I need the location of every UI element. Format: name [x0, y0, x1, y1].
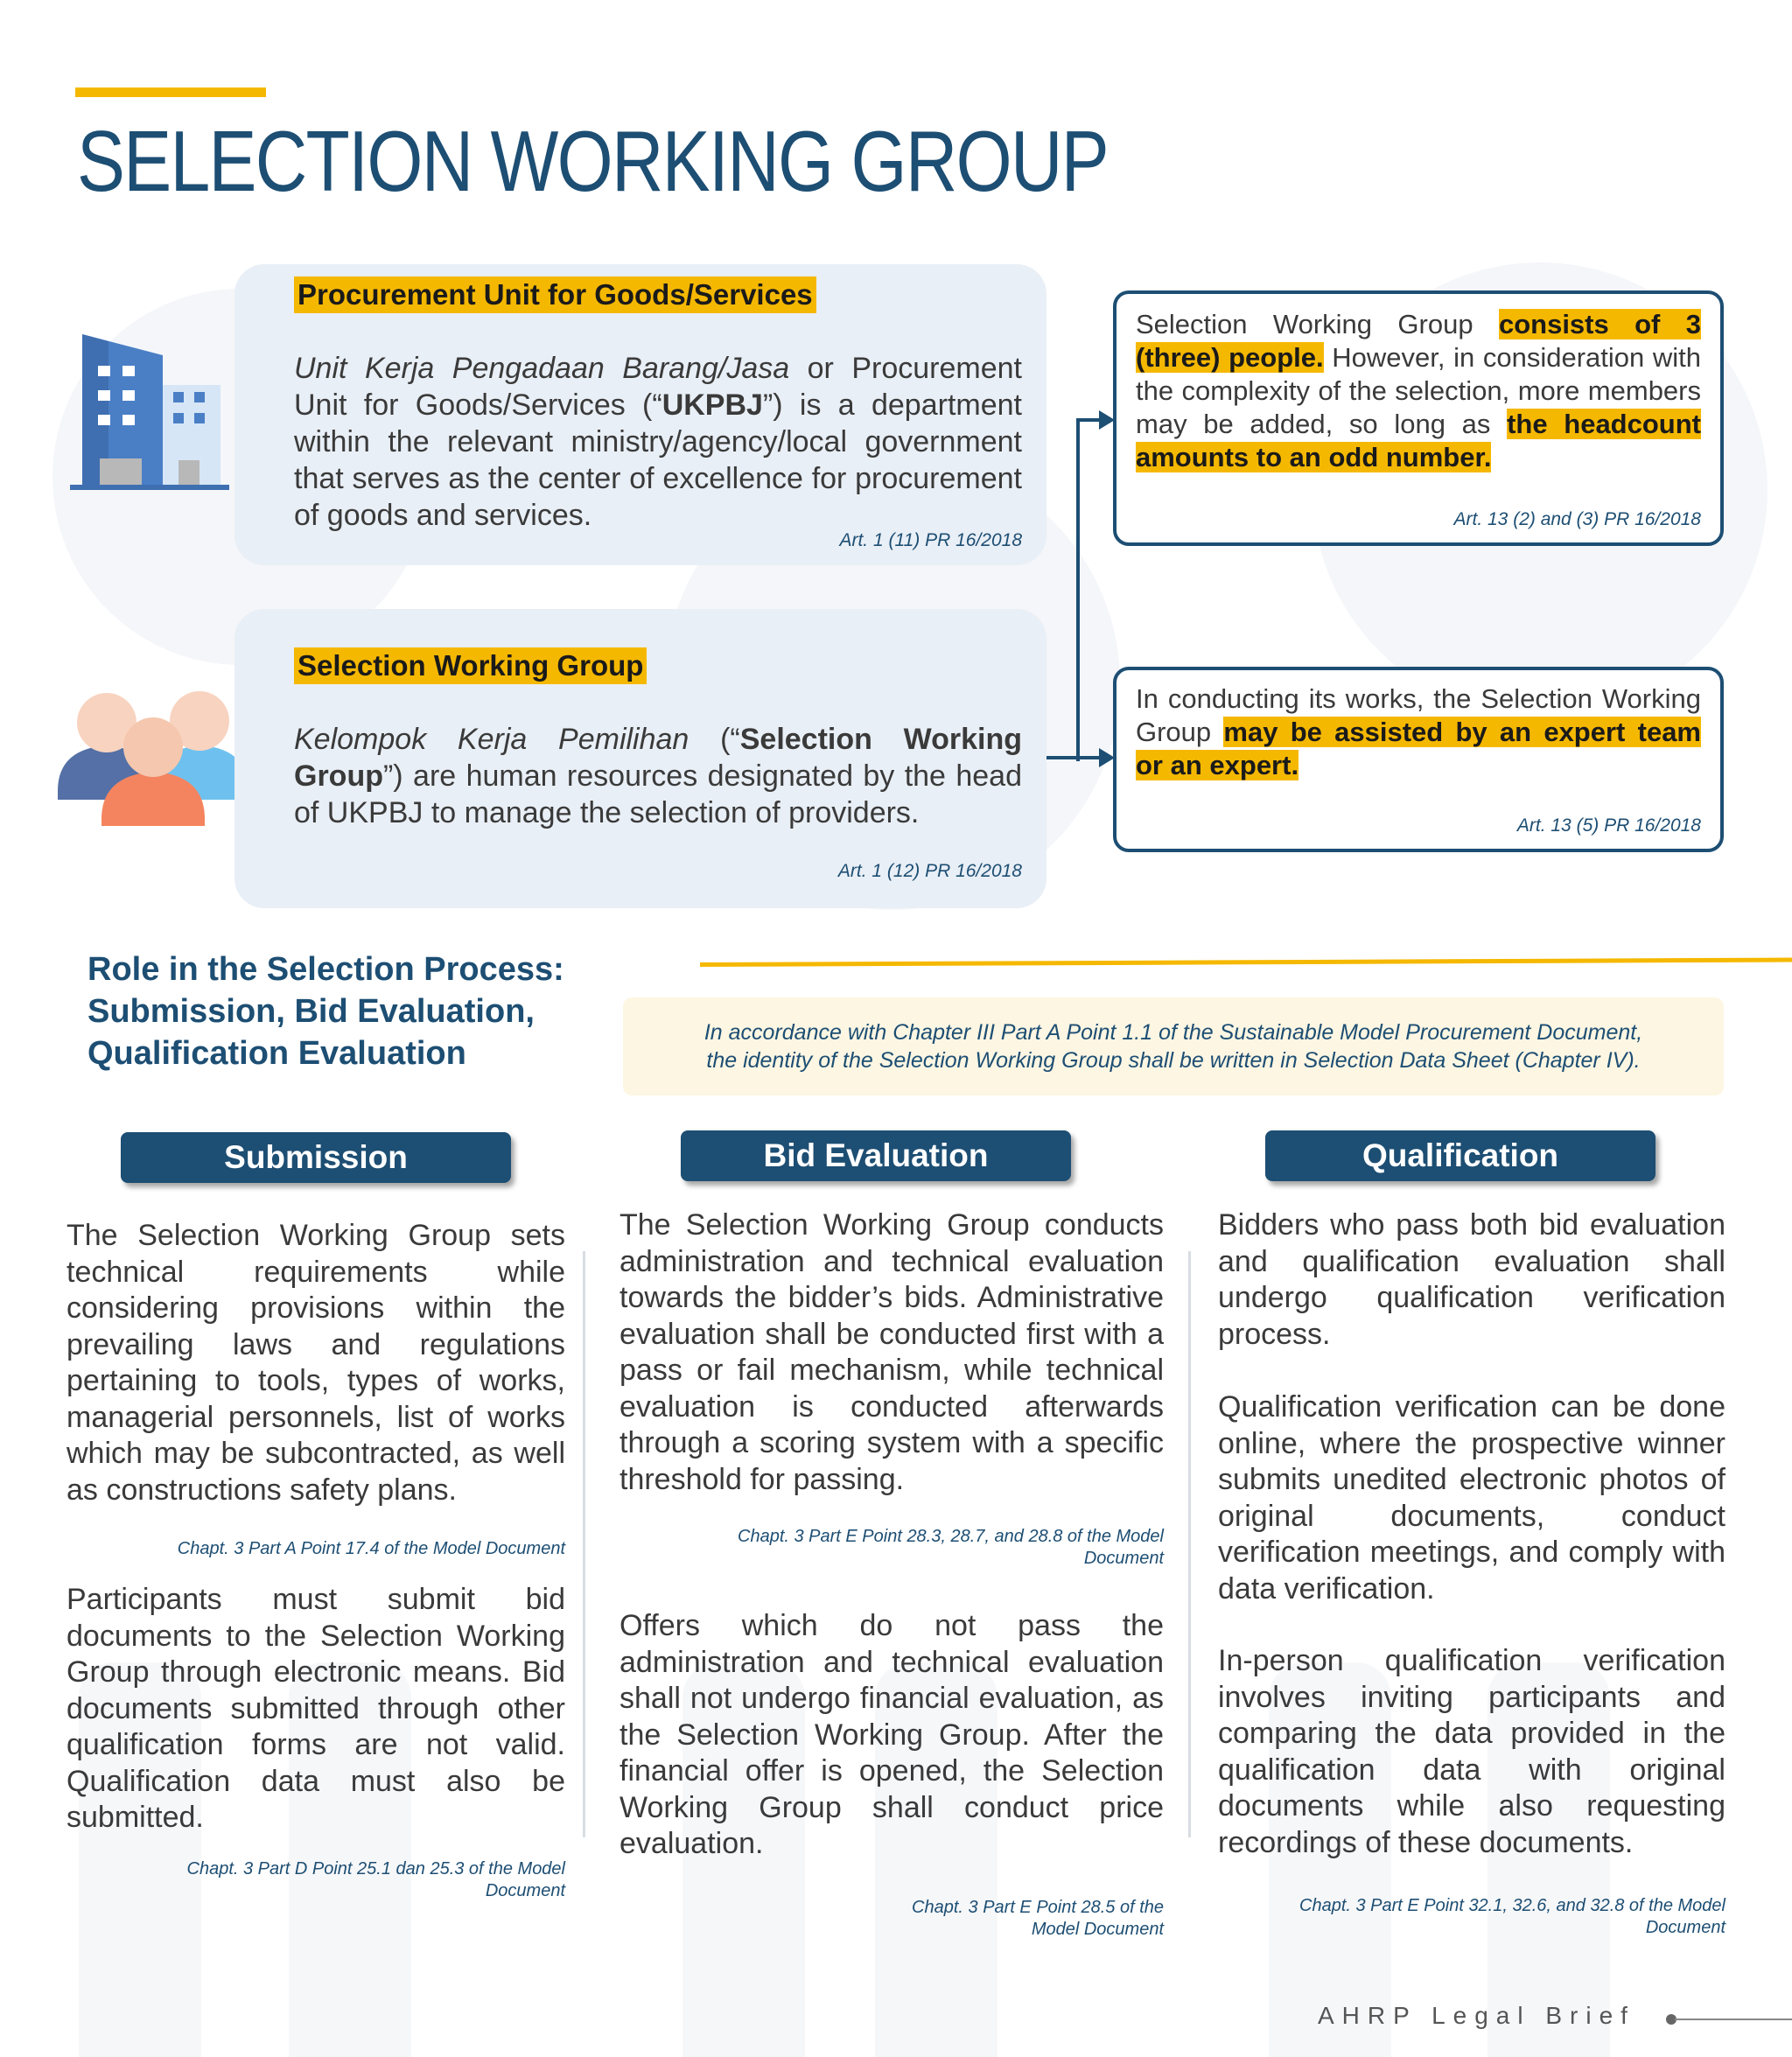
page-title: SELECTION WORKING GROUP	[77, 113, 1108, 209]
definition-citation: Art. 1 (12) PR 16/2018	[837, 861, 1022, 881]
definition-heading: Selection Working Group	[294, 647, 647, 684]
column-paragraph: Qualification verification can be done online, where the prospective winner submits unedited electronic photos of original documents, conduct verification meetings, and comply with data verification.	[1218, 1390, 1726, 1606]
definition-heading: Procurement Unit for Goods/Services	[294, 276, 816, 313]
rule-text: Selection Working Group consists of 3 (three) people. However, in consideration with the complexity of the selection, more members may be added, so long as the headcount amounts to an odd number.	[1136, 309, 1702, 472]
column-paragraph: Offers which do not pass the administration and technical evaluation shall not undergo financial evaluation, as the Selection Working Group. After the financial offer is opened, the Selection Working Group shall conduct price evaluation.	[620, 1609, 1164, 1860]
footer-brand: AHRP Legal Brief	[1318, 2002, 1635, 2029]
column-citation: Chapt. 3 Part E Point 28.3, 28.7, and 28.8 of the Model Document	[738, 1527, 1164, 1568]
column-paragraph: The Selection Working Group sets technical requirements while considering provisions within the prevailing laws and regulations pertaining to tools, types of works, managerial personnels, list of works which may be subcontracted, as well as constructions safety plans.	[66, 1219, 565, 1507]
column-paragraph: Participants must submit bid documents to the Selection Working Group through electronic means. Bid documents submitted through other qualification forms are not valid. Qualification data must also be submitted.	[66, 1583, 565, 1834]
column-divider	[1188, 1251, 1191, 1837]
column-citation: Chapt. 3 Part A Point 17.4 of the Model Document	[177, 1539, 565, 1558]
column-citation: Chapt. 3 Part E Point 28.5 of the Model Document	[912, 1898, 1164, 1939]
definition-body: Kelompok Kerja Pemilihan (“Selection Working Group”) are human resources designated by the head of UKPBJ to manage the selection of providers.	[294, 723, 1022, 829]
building-icon	[66, 329, 233, 493]
section-accent-line	[700, 958, 1792, 967]
section-title: Role in the Selection Process: Submission, Bid Evaluation, Qualification Evaluation	[88, 951, 564, 1072]
connector-line	[1076, 418, 1080, 761]
column-header-bid-evaluation: Bid Evaluation	[681, 1130, 1071, 1181]
definition-citation: Art. 1 (11) PR 16/2018	[839, 530, 1022, 550]
definition-body: Unit Kerja Pengadaan Barang/Jasa or Procurement Unit for Goods/Services (“UKPBJ”) is a department within the relevant ministry/agency/local government that serves as the center of excellence for procurement of goods and services.	[294, 352, 1022, 532]
column-paragraph: Bidders who pass both bid evaluation and qualification evaluation shall undergo qualification verification process.	[1218, 1208, 1726, 1351]
footer-line	[1675, 2019, 1792, 2020]
column-header-submission: Submission	[121, 1132, 511, 1183]
column-citation: Chapt. 3 Part E Point 32.1, 32.6, and 32.8 of the Model Document	[1299, 1896, 1726, 1937]
column-paragraph: In-person qualification verification involves inviting participants and comparing the data provided in the qualification data with original documents while also requesting recordings of these documents.	[1218, 1644, 1726, 1859]
column-divider	[583, 1251, 585, 1837]
connector-line	[1076, 418, 1101, 422]
connector-line	[1046, 756, 1101, 759]
title-accent-bar	[75, 87, 266, 97]
column-paragraph: The Selection Working Group conducts administration and technical evaluation towards the bidder’s bids. Administrative evaluation shall be conducted first with a pass or fail mechanism, while technical evaluation is conducted afterwards through a scoring system with a specific threshold for passing.	[620, 1208, 1164, 1496]
column-citation: Chapt. 3 Part D Point 25.1 dan 25.3 of the Model Document	[186, 1859, 565, 1900]
rule-text: In conducting its works, the Selection Working Group may be assisted by an expert team or an expert.	[1136, 683, 1701, 780]
column-header-qualification: Qualification	[1265, 1130, 1656, 1181]
rule-citation: Art. 13 (2) and (3) PR 16/2018	[1453, 509, 1701, 529]
group-icon	[56, 688, 250, 828]
note-text: In accordance with Chapter III Part A Point 1.1 of the Sustainable Model Procurement Document, the identity of the Selection Working Group shall be written in Selection Data Sheet (Chapter IV).	[704, 1020, 1643, 1073]
rule-citation: Art. 13 (5) PR 16/2018	[1516, 815, 1701, 836]
